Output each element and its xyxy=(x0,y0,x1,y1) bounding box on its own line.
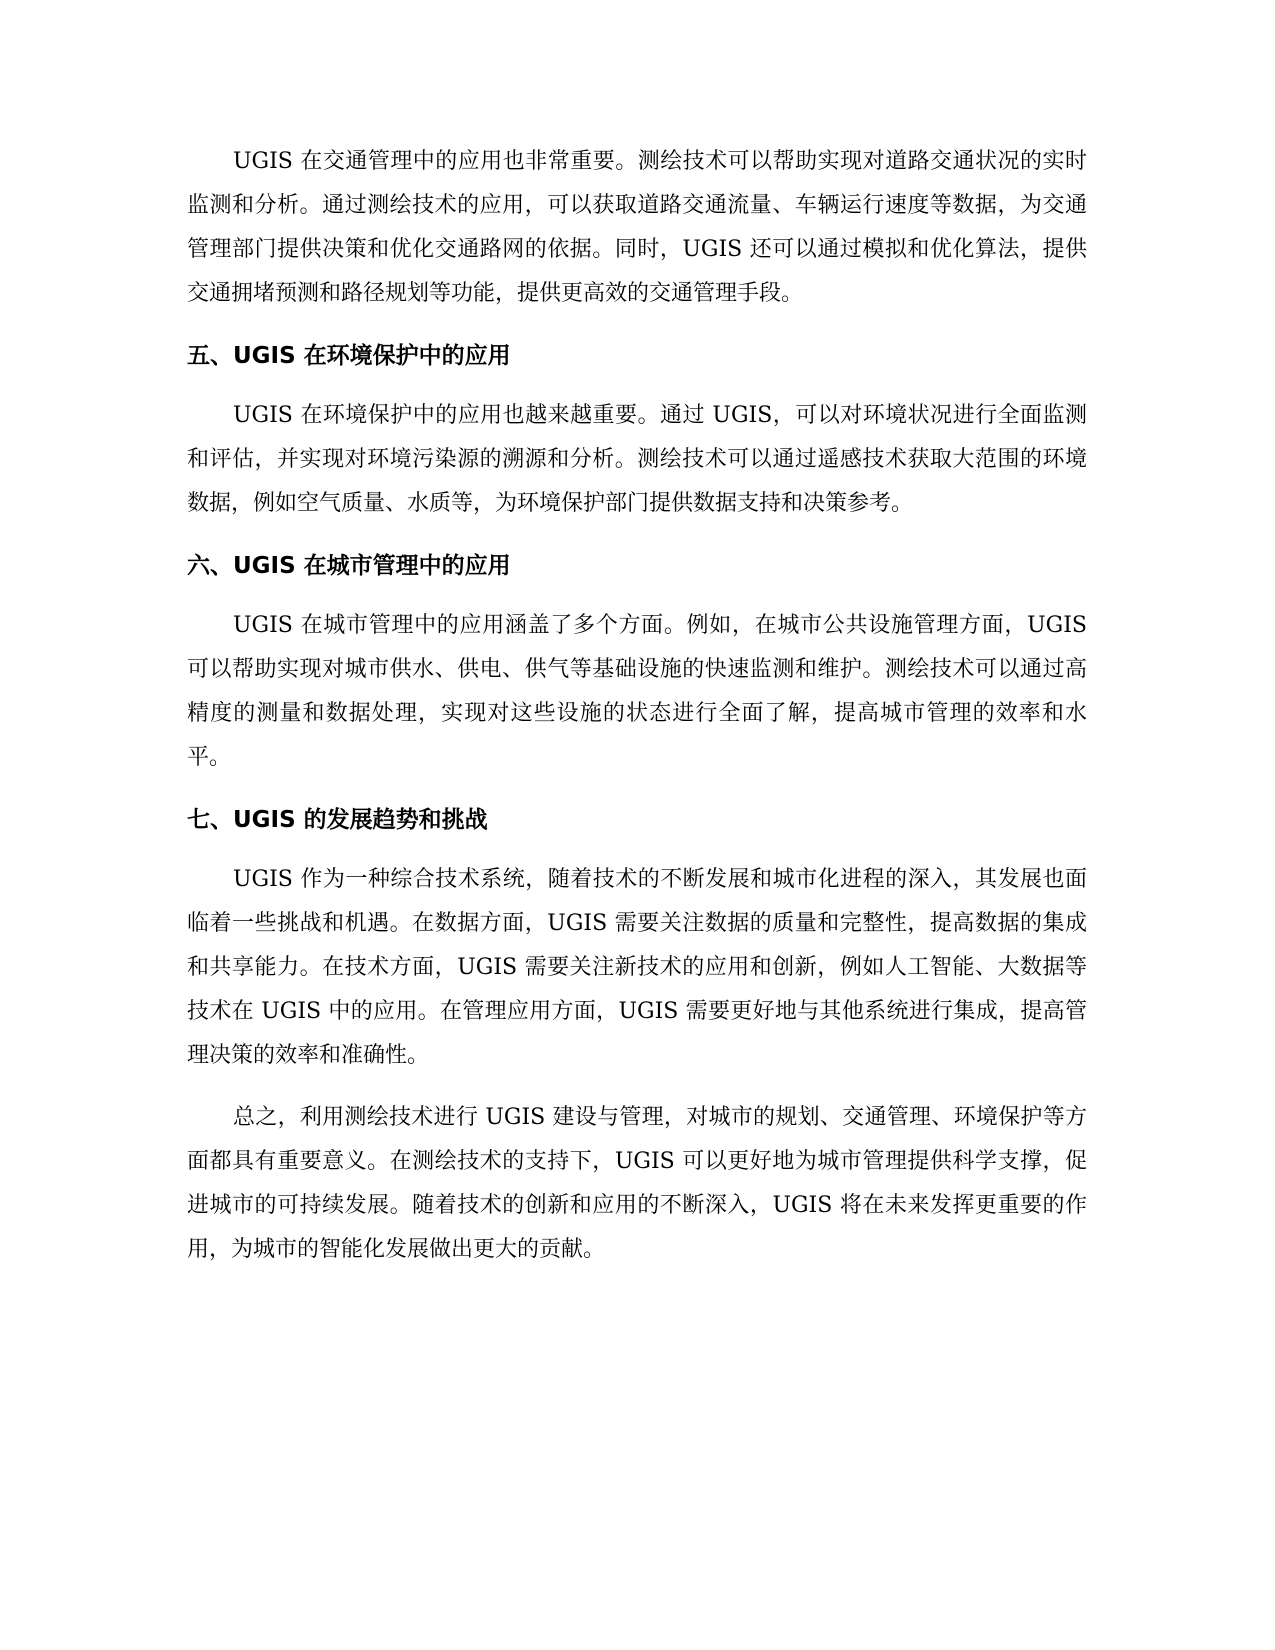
section-heading-city-management: 六、UGIS 在城市管理中的应用 xyxy=(187,553,511,579)
paragraph-conclusion: 总之，利用测绘技术进行 UGIS 建设与管理，对城市的规划、交通管理、环境保护等方面都具有重要意义。在测绘技术的支持下，UGIS 可以更好地为城市管理提供科学支撑，促进城市的可持续发展。随着技术的创新和应用的不断深入，UGIS 将在未来发挥更重要的作用，为城市的智能化发展做出更大的贡献。 xyxy=(187,1105,1087,1262)
section-heading-trends: 七、UGIS 的发展趋势和挑战 xyxy=(187,807,488,833)
section-heading-environment: 五、UGIS 在环境保护中的应用 xyxy=(187,343,511,369)
document-body xyxy=(187,140,1087,1290)
paragraph-city-management: UGIS 在城市管理中的应用涵盖了多个方面。例如，在城市公共设施管理方面，UGIS 可以帮助实现对城市供水、供电、供气等基础设施的快速监测和维护。测绘技术可以通过高精度的测量和数据处理，实现对这些设施的状态进行全面了解，提高城市管理的效率和水平。 xyxy=(187,613,1087,770)
paragraph-traffic-management: UGIS 在交通管理中的应用也非常重要。测绘技术可以帮助实现对道路交通状况的实时监测和分析。通过测绘技术的应用，可以获取道路交通流量、车辆运行速度等数据，为交通管理部门提供决策和优化交通路网的依据。同时，UGIS 还可以通过模拟和优化算法，提供交通拥堵预测和路径规划等功能，提供更高效的交通管理手段。 xyxy=(187,149,1087,306)
paragraph-trends-challenges: UGIS 作为一种综合技术系统，随着技术的不断发展和城市化进程的深入，其发展也面临着一些挑战和机遇。在数据方面，UGIS 需要关注数据的质量和完整性，提高数据的集成和共享能力。在技术方面，UGIS 需要关注新技术的应用和创新，例如人工智能、大数据等技术在 UGIS 中的应用。在管理应用方面，UGIS 需要更好地与其他系统进行集成，提高管理决策的效率和准确性。 xyxy=(187,867,1087,1068)
paragraph-environment-protection: UGIS 在环境保护中的应用也越来越重要。通过 UGIS，可以对环境状况进行全面监测和评估，并实现对环境污染源的溯源和分析。测绘技术可以通过遥感技术获取大范围的环境数据，例如空气质量、水质等，为环境保护部门提供数据支持和决策参考。 xyxy=(187,403,1087,516)
